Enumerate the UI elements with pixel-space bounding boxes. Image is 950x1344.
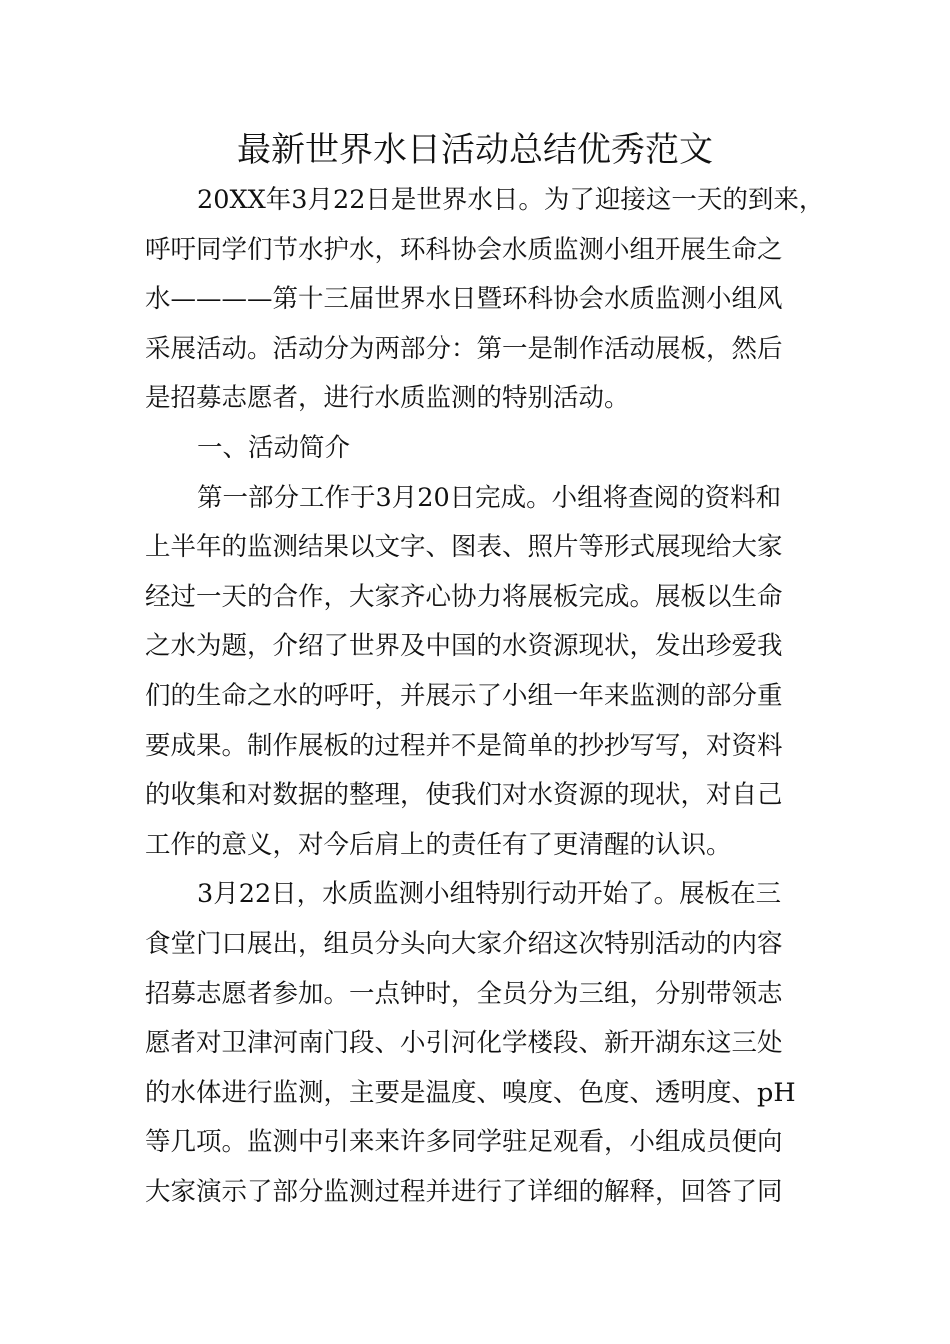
body-line: 大家演示了部分监测过程并进行了详细的解释，回答了同 bbox=[145, 1176, 783, 1207]
body-line: 第一部分工作于3月20日完成。小组将查阅的资料和 bbox=[197, 482, 782, 513]
body-line: 采展活动。活动分为两部分：第一是制作活动展板，然后 bbox=[145, 333, 783, 364]
body-line: 工作的意义，对今后肩上的责任有了更清醒的认识。 bbox=[145, 829, 732, 860]
body-line: 的水体进行监测，主要是温度、嗅度、色度、透明度、pH bbox=[145, 1077, 796, 1108]
body-line: 的收集和对数据的整理，使我们对水资源的现状，对自己 bbox=[145, 780, 783, 811]
body-line: 上半年的监测结果以文字、图表、照片等形式展现给大家 bbox=[145, 532, 783, 563]
body-line: 呼吁同学们节水护水，环科协会水质监测小组开展生命之 bbox=[145, 234, 783, 265]
body-line: 愿者对卫津河南门段、小引河化学楼段、新开湖东这三处 bbox=[145, 1028, 783, 1059]
body-line: 经过一天的合作，大家齐心协力将展板完成。展板以生命 bbox=[145, 581, 783, 612]
body-line: 一、活动简介 bbox=[197, 432, 351, 463]
body-line: 20XX年3月22日是世界水日。为了迎接这一天的到来， bbox=[197, 185, 825, 215]
body-line: 3月22日，水质监测小组特别行动开始了。展板在三 bbox=[197, 879, 782, 910]
body-line: 之水为题，介绍了世界及中国的水资源现状，发出珍爱我 bbox=[145, 631, 783, 662]
document-title: 最新世界水日活动总结优秀范文 bbox=[237, 130, 713, 170]
body-line: 食堂门口展出，组员分头向大家介绍这次特别活动的内容 bbox=[145, 928, 783, 959]
document-body bbox=[145, 176, 825, 1217]
body-line: 等几项。监测中引来来许多同学驻足观看，小组成员便向 bbox=[145, 1127, 783, 1158]
body-line: 是招募志愿者，进行水质监测的特别活动。 bbox=[145, 383, 630, 414]
body-line: 们的生命之水的呼吁，并展示了小组一年来监测的部分重 bbox=[145, 680, 783, 711]
body-line: 要成果。制作展板的过程并不是简单的抄抄写写，对资料 bbox=[145, 730, 783, 761]
body-line: 招募志愿者参加。一点钟时，全员分为三组，分别带领志 bbox=[145, 978, 783, 1009]
body-line: 水————第十三届世界水日暨环科协会水质监测小组风 bbox=[145, 284, 783, 315]
